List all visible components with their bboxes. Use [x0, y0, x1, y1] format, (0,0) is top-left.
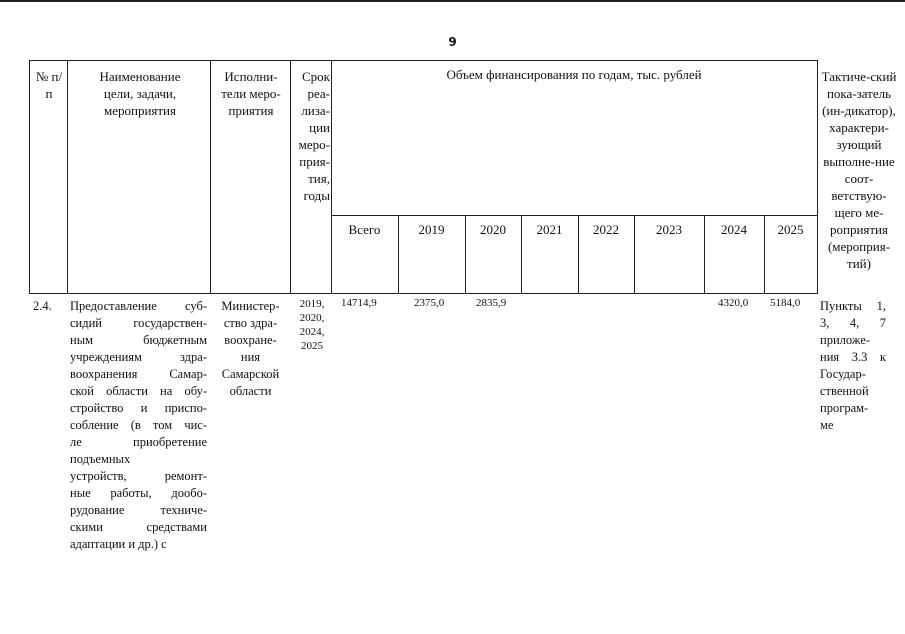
cell-line: воохране-: [224, 333, 277, 347]
row-2020: 2835,9: [476, 297, 507, 309]
cell-line: подъемных: [70, 452, 131, 466]
row-name: [70, 298, 207, 553]
cell-line: воохранения Самар-: [70, 367, 207, 381]
header-split-line: [331, 215, 817, 216]
cell-line: ным бюджетным: [70, 333, 207, 347]
header-indicator: Тактиче-ский пока-затель (ин-дикатор), характери-зующий выполне-ние соот-ветствую-щего ме-роприятия (мероприя-тий): [821, 69, 897, 271]
cell-line: 3, 4, 7: [820, 316, 886, 330]
cell-line: Предоставление суб-: [70, 299, 207, 313]
cell-line: устройств, ремонт-: [70, 469, 207, 483]
header-year-2024: 2024: [721, 222, 747, 237]
cell-line: ме: [820, 418, 834, 432]
header-year-2023: 2023: [656, 222, 682, 237]
cell-line: ство здра-: [223, 316, 278, 330]
cell-line: Самарской: [221, 367, 280, 381]
cell-line: области: [229, 384, 272, 398]
header-bottom-border: [29, 293, 817, 294]
cell-line: ния: [240, 350, 261, 364]
header-executors: Исполни-тели меро-приятия: [221, 69, 281, 118]
header-name: Наименование цели, задачи, мероприятия: [99, 69, 181, 118]
cell-line: програм-: [820, 401, 869, 415]
page-number: 9: [448, 35, 457, 49]
header-year-2022: 2022: [593, 222, 619, 237]
cell-line: Министер-: [221, 299, 280, 313]
col-border: [817, 60, 818, 294]
col-border: [67, 60, 68, 294]
col-border: [290, 60, 291, 294]
cell-line: ные работы, дообо-: [70, 486, 207, 500]
header-funding: Объем финансирования по годам, тыс. рублей: [446, 67, 702, 82]
cell-line: 2019,: [299, 298, 325, 310]
cell-line: скими средствами: [70, 520, 207, 534]
cell-line: адаптации и др.) с: [70, 537, 167, 551]
header-year-2020: 2020: [480, 222, 506, 237]
cell-line: сидий государствен-: [70, 316, 207, 330]
cell-line: стройство и приспо-: [70, 401, 207, 415]
cell-line: учреждениям здра-: [70, 350, 207, 364]
cell-line: приложе-: [820, 333, 870, 347]
col-border: [210, 60, 211, 294]
row-indicator: [820, 298, 886, 434]
cell-line: ской области на обу-: [70, 384, 207, 398]
cell-line: 2025: [301, 340, 323, 352]
row-executors: [213, 298, 288, 400]
row-2024: 4320,0: [718, 297, 749, 309]
header-no: № п/п: [35, 69, 63, 101]
header-term: Срок реа-лиза-ции меро-прия-тия, годы: [298, 69, 330, 203]
cell-line: 2024,: [299, 326, 325, 338]
cell-line: Государ-: [820, 367, 866, 381]
top-border-line: [0, 0, 905, 2]
row-2025: 5184,0: [770, 297, 801, 309]
cell-line: собление (в том чис-: [70, 418, 207, 432]
header-year-2021: 2021: [536, 222, 563, 237]
header-top-border: [29, 60, 817, 61]
header-year-2019: 2019: [418, 222, 445, 237]
cell-line: ле приобретение: [70, 435, 207, 449]
header-year-2025: 2025: [777, 222, 804, 237]
cell-line: ственной: [820, 384, 869, 398]
cell-line: Пункты 1,: [820, 299, 886, 313]
header-total: Всего: [348, 222, 381, 237]
row-total: 14714,9: [341, 297, 377, 309]
row-term: [295, 297, 329, 353]
cell-line: рудование техниче-: [70, 503, 207, 517]
row-2019: 2375,0: [414, 297, 445, 309]
row-no: 2.4.: [33, 299, 52, 313]
table-header: [29, 60, 905, 294]
col-border: [331, 60, 332, 294]
cell-line: ния 3.3 к: [820, 350, 886, 364]
cell-line: 2020,: [299, 312, 325, 324]
col-border: [29, 60, 30, 294]
